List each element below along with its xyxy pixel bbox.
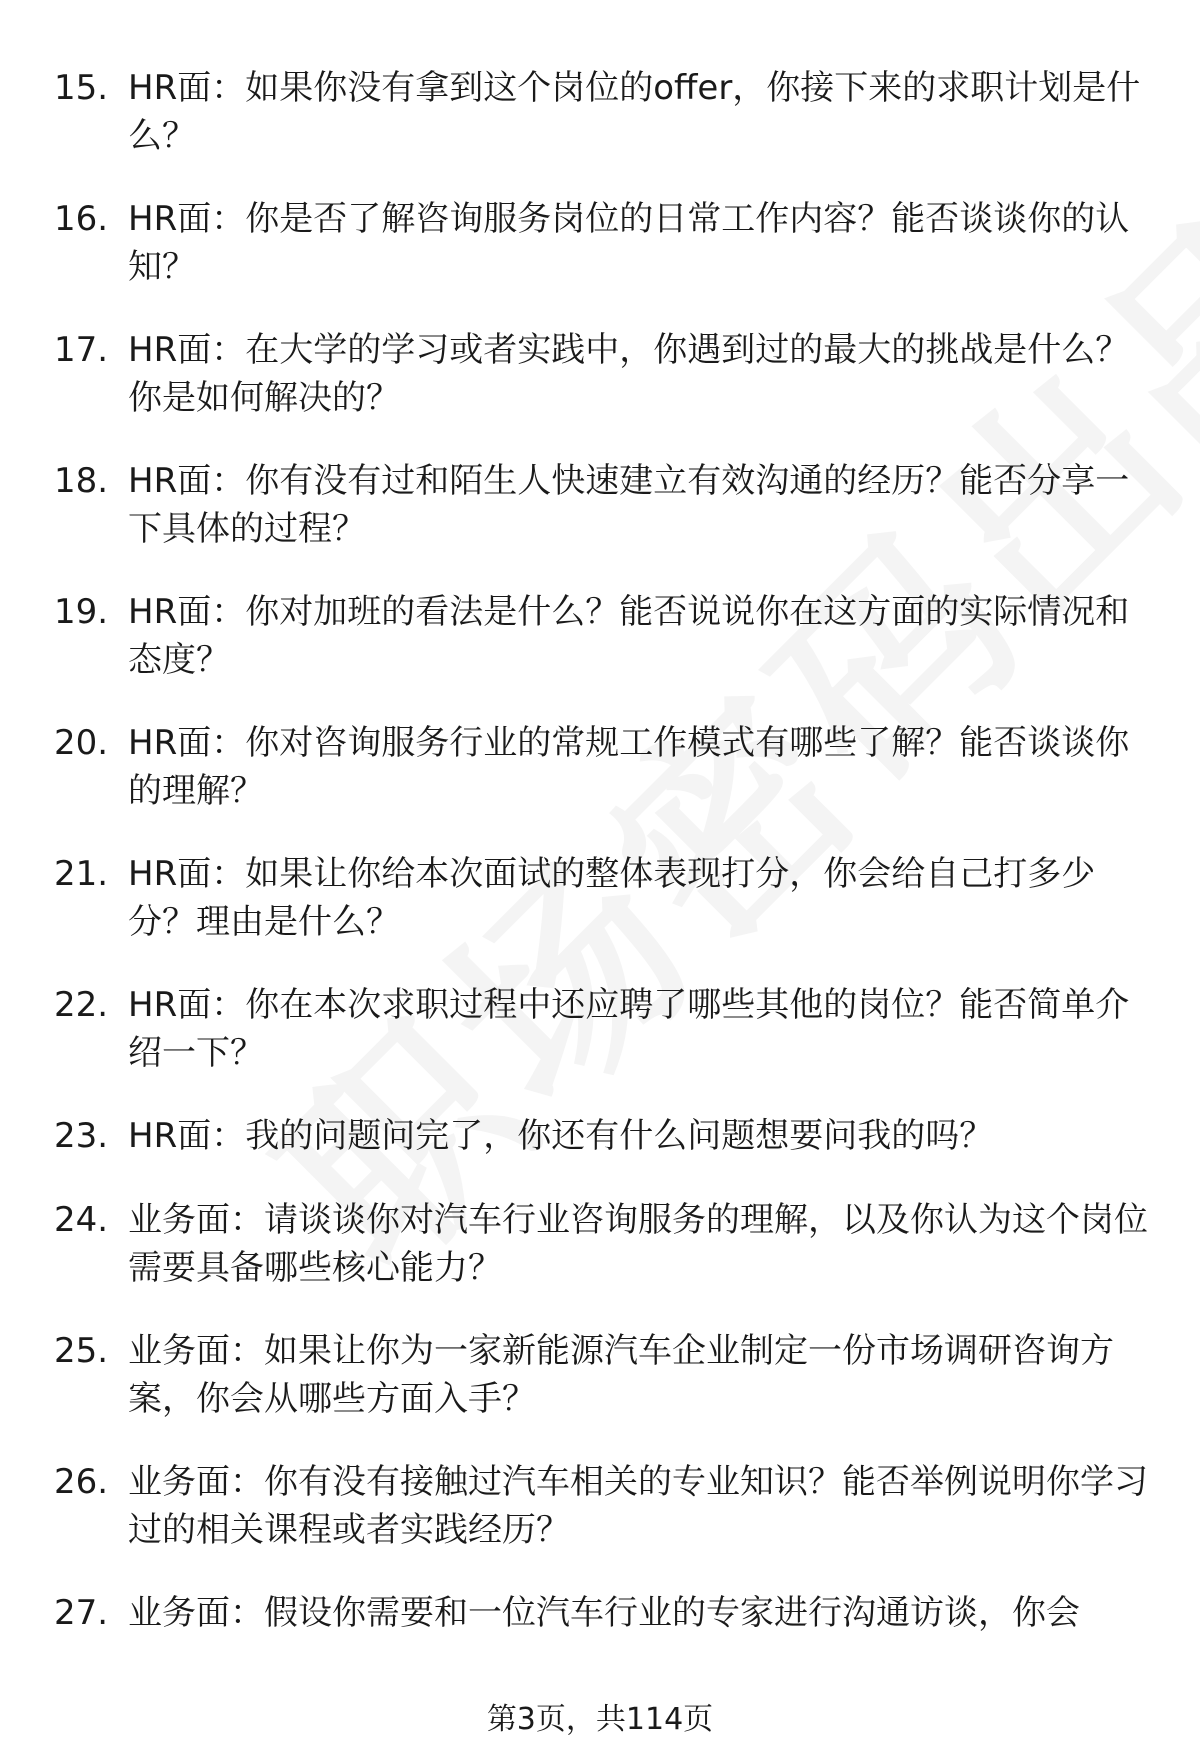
list-item — [0, 449, 1200, 580]
question-list — [0, 56, 1200, 1712]
list-item — [0, 580, 1200, 711]
question-text: HR面：在大学的学习或者实践中，你遇到过的最大的挑战是什么？你是如何解决的？ — [128, 330, 1130, 418]
list-item — [0, 1188, 1200, 1319]
list-item — [0, 1104, 1200, 1188]
question-text: HR面：如果你没有拿到这个岗位的offer，你接下来的求职计划是什么？ — [128, 68, 1141, 156]
question-number: 22. — [54, 985, 109, 1025]
question-text: 业务面：你有没有接触过汽车相关的专业知识？能否举例说明你学习过的相关课程或者实践经历？ — [128, 1462, 1148, 1550]
list-item — [0, 187, 1200, 318]
list-item — [0, 842, 1200, 973]
question-number: 25. — [54, 1331, 109, 1371]
question-number: 24. — [54, 1200, 109, 1240]
question-text: HR面：你对咨询服务行业的常规工作模式有哪些了解？能否谈谈你的理解？ — [128, 723, 1130, 811]
question-text: 业务面：如果让你为一家新能源汽车企业制定一份市场调研咨询方案，你会从哪些方面入手？ — [128, 1331, 1114, 1419]
question-number: 18. — [54, 461, 109, 501]
question-text: HR面：你在本次求职过程中还应聘了哪些其他的岗位？能否简单介绍一下？ — [128, 985, 1130, 1073]
question-number: 15. — [54, 68, 109, 108]
question-text: HR面：你有没有过和陌生人快速建立有效沟通的经历？能否分享一下具体的过程？ — [128, 461, 1130, 549]
question-text: HR面：我的问题问完了，你还有什么问题想要问我的吗？ — [128, 1116, 994, 1156]
list-item — [0, 1581, 1200, 1712]
question-number: 17. — [54, 330, 109, 370]
question-number: 23. — [54, 1116, 109, 1156]
question-number: 21. — [54, 854, 109, 894]
question-text: HR面：如果让你给本次面试的整体表现打分，你会给自己打多少分？理由是什么？ — [128, 854, 1096, 942]
list-item — [0, 711, 1200, 842]
list-item — [0, 973, 1200, 1104]
question-text: 业务面：请谈谈你对汽车行业咨询服务的理解，以及你认为这个岗位需要具备哪些核心能力？ — [128, 1200, 1148, 1288]
page-footer: 第3页，共114页 — [486, 1702, 714, 1737]
list-item — [0, 318, 1200, 449]
question-number: 27. — [54, 1593, 109, 1633]
question-text: HR面：你是否了解咨询服务岗位的日常工作内容？能否谈谈你的认知？ — [128, 199, 1130, 287]
question-number: 16. — [54, 199, 109, 239]
question-number: 20. — [54, 723, 109, 763]
list-item — [0, 1450, 1200, 1581]
list-item — [0, 56, 1200, 187]
question-number: 26. — [54, 1462, 109, 1502]
question-text: 业务面：假设你需要和一位汽车行业的专家进行沟通访谈，你会 — [128, 1593, 1080, 1633]
list-item — [0, 1319, 1200, 1450]
question-number: 19. — [54, 592, 109, 632]
question-text: HR面：你对加班的看法是什么？能否说说你在这方面的实际情况和态度？ — [128, 592, 1130, 680]
